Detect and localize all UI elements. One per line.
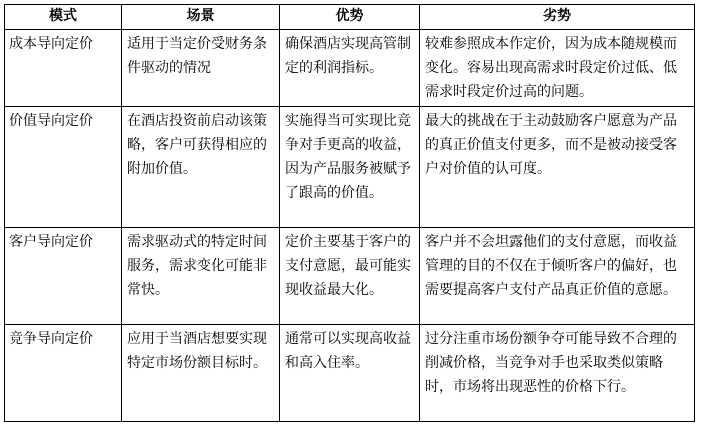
pricing-strategy-table-container	[4, 4, 695, 422]
cell-advantage: 确保酒店实现高管制定的利润指标。	[280, 30, 420, 107]
cell-scenario: 应用于当酒店想要实现特定市场份额目标时。	[122, 325, 280, 422]
cell-mode: 价值导向定价	[5, 107, 122, 228]
cell-scenario: 需求驱动式的特定时间服务，需求变化可能非常快。	[122, 228, 280, 325]
cell-scenario: 适用于当定价受财务条件驱动的情况	[122, 30, 280, 107]
header-disadvantage: 劣势	[420, 5, 695, 30]
cell-advantage: 实施得当可实现比竞争对手更高的收益，因为产品服务被赋予了跟高的价值。	[280, 107, 420, 228]
cell-disadvantage: 最大的挑战在于主动鼓励客户愿意为产品的真正价值支付更多，而不是被动接受客户对价值的认可度。	[420, 107, 695, 228]
table-row	[5, 228, 695, 325]
pricing-strategy-table	[4, 4, 695, 422]
cell-disadvantage: 较难参照成本作定价，因为成本随规模而变化。容易出现高需求时段定价过低、低需求时段定价过高的问题。	[420, 30, 695, 107]
table-row	[5, 325, 695, 422]
header-advantage: 优势	[280, 5, 420, 30]
cell-mode: 竞争导向定价	[5, 325, 122, 422]
table-body	[5, 30, 695, 422]
table-header	[5, 5, 695, 30]
header-scenario: 场景	[122, 5, 280, 30]
cell-advantage: 通常可以实现高收益和高入住率。	[280, 325, 420, 422]
cell-mode: 成本导向定价	[5, 30, 122, 107]
table-row	[5, 107, 695, 228]
cell-advantage: 定价主要基于客户的支付意愿，最可能实现收益最大化。	[280, 228, 420, 325]
header-mode: 模式	[5, 5, 122, 30]
cell-disadvantage: 客户并不会坦露他们的支付意愿，而收益管理的目的不仅在于倾听客户的偏好，也需要提高客户支付产品真正价值的意愿。	[420, 228, 695, 325]
header-row	[5, 5, 695, 30]
cell-disadvantage: 过分注重市场份额争夺可能导致不合理的削减价格，当竞争对手也采取类似策略时，市场将出现恶性的价格下行。	[420, 325, 695, 422]
table-row	[5, 30, 695, 107]
cell-scenario: 在酒店投资前启动该策略，客户可获得相应的附加价值。	[122, 107, 280, 228]
cell-mode: 客户导向定价	[5, 228, 122, 325]
